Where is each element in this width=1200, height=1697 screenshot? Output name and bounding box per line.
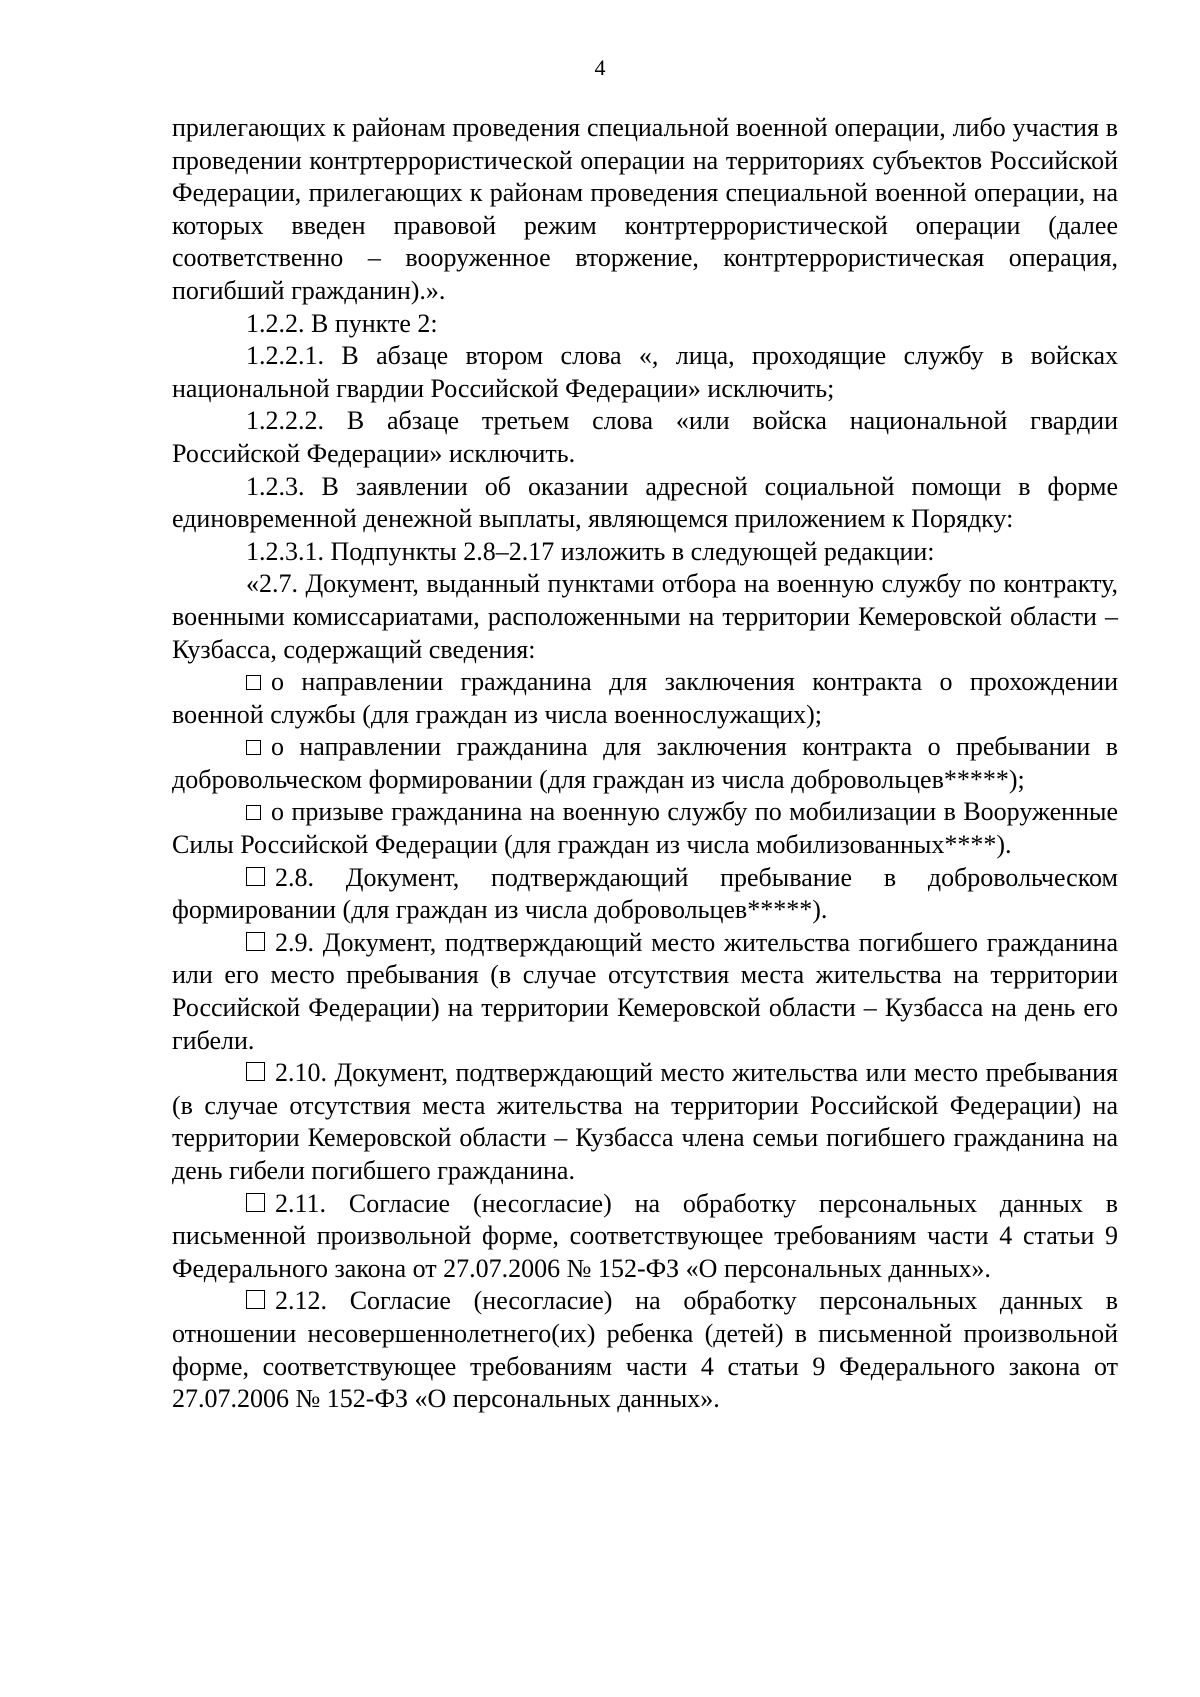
list-item-contract-service: [172, 666, 1118, 731]
paragraph-1-2-2-1: 1.2.2.1. В абзаце втором слова «, лица, проходящие службу в войсках национальной гвардии Российской Федерации» исключить;: [172, 341, 1118, 403]
checkbox-icon: [246, 932, 265, 951]
checkbox-icon: [246, 1290, 265, 1309]
checkbox-icon: [246, 1062, 265, 1081]
paragraph-1-2-2-2: 1.2.2.2. В абзаце третьем слова «или войска национальной гвардии Российской Федерации» исключить.: [172, 406, 1118, 468]
paragraph-continuation: прилегающих к районам проведения специальной военной операции, либо участия в проведении контртеррористической операции на территориях субъектов Российской Федерации, прилегающих к районам проведения специальной военной операции, на которых введен правовой режим контртеррористической операции (далее соответственно – вооруженное вторжение, контртеррористическая операция, погибший гражданин).».: [172, 113, 1118, 305]
paragraph-1-2-2: 1.2.2. В пункте 2:: [246, 308, 438, 338]
paragraph-2-11: [172, 1188, 1118, 1286]
list-item-volunteer-contract: [172, 731, 1118, 796]
list-item-mobilization: [172, 796, 1118, 861]
paragraph-text: 2.10. Документ, подтверждающий место жительства или место пребывания (в случае отсутствия места жительства на территории Российской Федерации) на территории Кемеровской области – Кузбасса члена семьи погибшего гражданина на день гибели погибшего гражданина.: [172, 1058, 1118, 1185]
paragraph-2-8: [172, 862, 1118, 927]
checkbox-icon: [246, 740, 261, 755]
paragraph-2-12: [172, 1285, 1118, 1415]
document-body: [172, 112, 1118, 1416]
paragraph-text: 2.9. Документ, подтверждающий место жительства погибшего гражданина или его место пребывания (в случае отсутствия места жительства на территории Российской Федерации) на территории Кемеровской области – Кузбасса на день его гибели.: [172, 927, 1118, 1055]
paragraph-text: 2.11. Согласие (несогласие) на обработку персональных данных в письменной произвольной форме, соответствующее требованиям части 4 статьи 9 Федерального закона от 27.07.2006 № 152-ФЗ «О персональных данных».: [172, 1188, 1118, 1283]
paragraph-2-10: [172, 1057, 1118, 1187]
checkbox-icon: [246, 675, 261, 690]
paragraph-2-7: «2.7. Документ, выданный пунктами отбора на военную службу по контракту, военными комиссариатами, расположенными на территории Кемеровской области – Кузбасса, содержащий сведения:: [172, 569, 1118, 664]
paragraph-text: 2.12. Согласие (несогласие) на обработку персональных данных в отношении несовершеннолетнего(их) ребенка (детей) в письменной произвольной форме, соответствующее требованиям части 4 статьи 9 Федерального закона от 27.07.2006 № 152-ФЗ «О персональных данных».: [172, 1286, 1118, 1414]
checkbox-icon: [246, 1193, 265, 1212]
paragraph-text: 2.8. Документ, подтверждающий пребывание в добровольческом формировании (для граждан из числа добровольцев*****).: [172, 862, 1118, 925]
checkbox-icon: [246, 805, 261, 820]
list-item-text: о призыве гражданина на военную службу по мобилизации в Вооруженные Силы Российской Федерации (для граждан из числа мобилизованных****).: [172, 797, 1118, 860]
list-item-text: о направлении гражданина для заключения контракта о прохождении военной службы (для граждан из числа военнослужащих);: [172, 667, 1118, 729]
checkbox-icon: [246, 867, 265, 886]
paragraph-2-9: [172, 927, 1118, 1057]
page-number: 4: [594, 55, 606, 80]
paragraph-1-2-3-1: 1.2.3.1. Подпункты 2.8–2.17 изложить в следующей редакции:: [246, 536, 935, 566]
paragraph-1-2-3: 1.2.3. В заявлении об оказании адресной социальной помощи в форме единовременной денежной выплаты, являющемся приложением к Порядку:: [172, 471, 1118, 534]
list-item-text: о направлении гражданина для заключения контракта о пребывании в добровольческом формировании (для граждан из числа добровольцев*****);: [172, 732, 1118, 794]
